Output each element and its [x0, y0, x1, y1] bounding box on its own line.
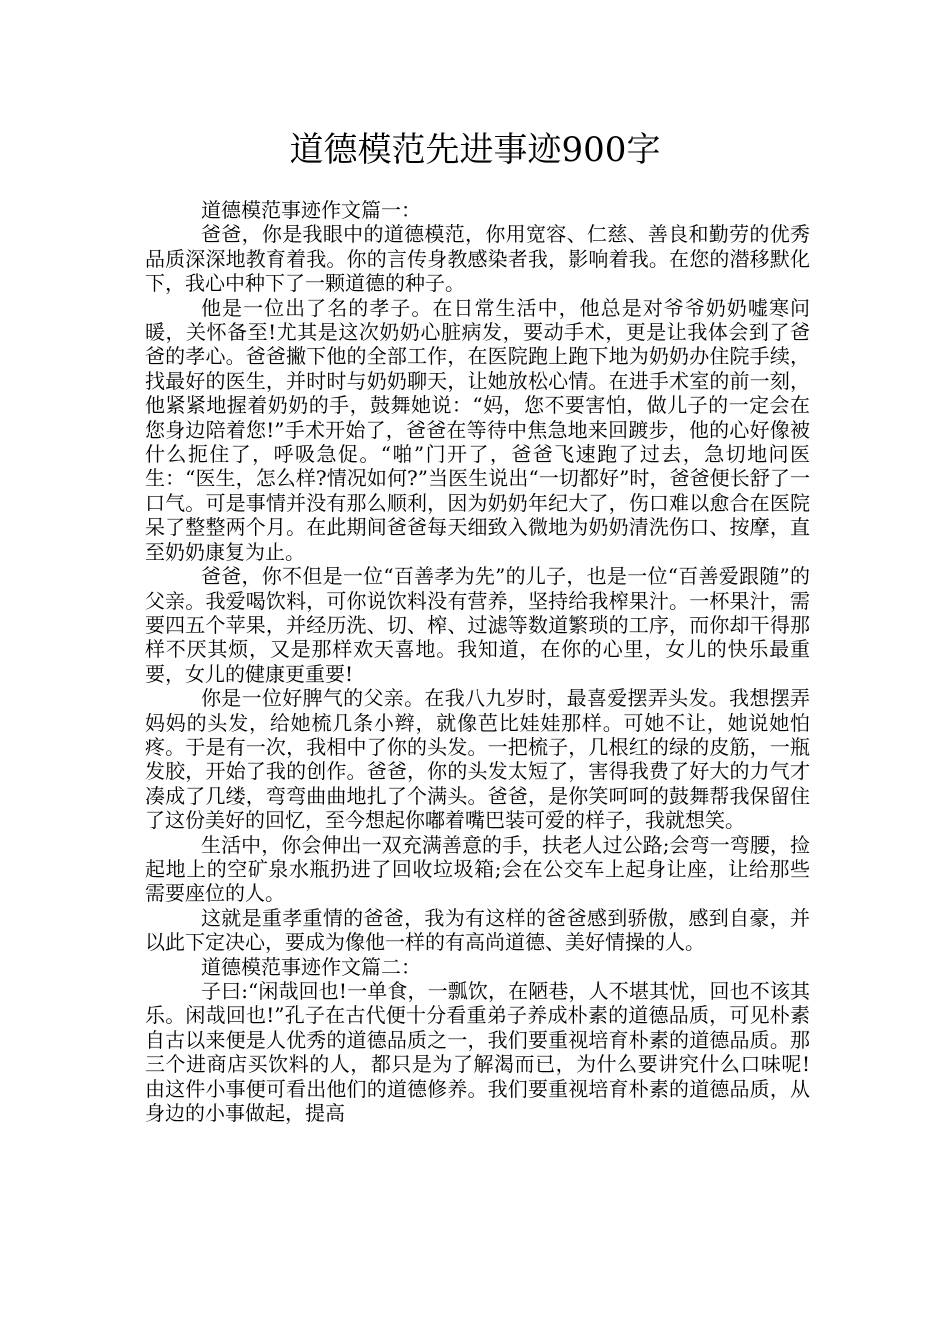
paragraph: 爸爸，你是我眼中的道德模范，你用宽容、仁慈、善良和勤劳的优秀品质深深地教育着我。你的言传身教感染者我，影响着我。在您的潜移默化下，我心中种下了一颗道德的种子。 — [145, 222, 810, 296]
paragraph: 他是一位出了名的孝子。在日常生活中，他总是对爷爷奶奶嘘寒问暖，关怀备至!尤其是这次奶奶心脏病发，要动手术，更是让我体会到了爸爸的孝心。爸爸撇下他的全部工作，在医院跑上跑下地为奶奶办住院手续，找最好的医生，并时时与奶奶聊天，让她放松心情。在进手术室的前一刻，他紧紧地握着奶奶的手，鼓舞她说：“妈，您不要害怕，做儿子的一定会在您身边陪着您!”手术开始了，爸爸在等待中焦急地来回踱步，他的心好像被什么扼住了，呼吸急促。“啪”门开了，爸爸飞速跑了过去，急切地问医生：“医生，怎么样?情况如何?”当医生说出“一切都好”时，爸爸便长舒了一口气。可是事情并没有那么顺利，因为奶奶年纪大了，伤口难以愈合在医院呆了整整两个月。在此期间爸爸每天细致入微地为奶奶清洗伤口、按摩，直至奶奶康复为止。 — [145, 295, 810, 564]
section-heading-2: 道德模范事迹作文篇二： — [201, 954, 421, 979]
paragraph: 你是一位好脾气的父亲。在我八九岁时，最喜爱摆弄头发。我想摆弄妈妈的头发，给她梳几条小辫，就像芭比娃娃那样。可她不让，她说她怕疼。于是有一次，我相中了你的头发。一把梳子，几根红的绿的皮筋，一瓶发胶，开始了我的创作。爸爸，你的头发太短了，害得我费了好大的力气才凑成了几缕，弯弯曲曲地扎了个满头。爸爸，是你笑呵呵的鼓舞帮我保留住了这份美好的回忆，至今想起你嘟着嘴巴装可爱的样子，我就想笑。 — [145, 686, 810, 833]
paragraph: 这就是重孝重情的爸爸，我为有这样的爸爸感到骄傲，感到自豪，并以此下定决心，要成为像他一样的有高尚道德、美好情操的人。 — [145, 905, 810, 955]
document-body — [145, 198, 810, 1125]
paragraph: 生活中，你会伸出一双充满善意的手，扶老人过公路;会弯一弯腰，捡起地上的空矿泉水瓶扔进了回收垃圾箱;会在公交车上起身让座，让给那些需要座位的人。 — [145, 832, 810, 906]
document-title: 道德模范先进事迹900字 — [289, 130, 661, 170]
paragraph: 子曰:“闲哉回也!一单食，一瓢饮，在陋巷，人不堪其忧，回也不该其乐。闲哉回也!”孔子在古代便十分看重弟子养成朴素的道德品质，可见朴素自古以来便是人优秀的道德品质之一，我们要重视培育朴素的道德品质。那三个进商店买饮料的人，都只是为了解渴而已，为什么要讲究什么口味呢!由这件小事便可看出他们的道德修养。我们要重视培育朴素的道德品质，从身边的小事做起，提高 — [145, 979, 810, 1126]
section-heading-1: 道德模范事迹作文篇一： — [201, 198, 421, 222]
paragraph: 爸爸，你不但是一位“百善孝为先”的儿子，也是一位“百善爱跟随”的父亲。我爱喝饮料，可你说饮料没有营养，坚持给我榨果汁。一杯果汁，需要四五个苹果，并经历洗、切、榨、过滤等数道繁琐的工序，而你却干得那样不厌其烦，又是那样欢天喜地。我知道，在你的心里，女儿的快乐最重要，女儿的健康更重要! — [145, 564, 810, 686]
